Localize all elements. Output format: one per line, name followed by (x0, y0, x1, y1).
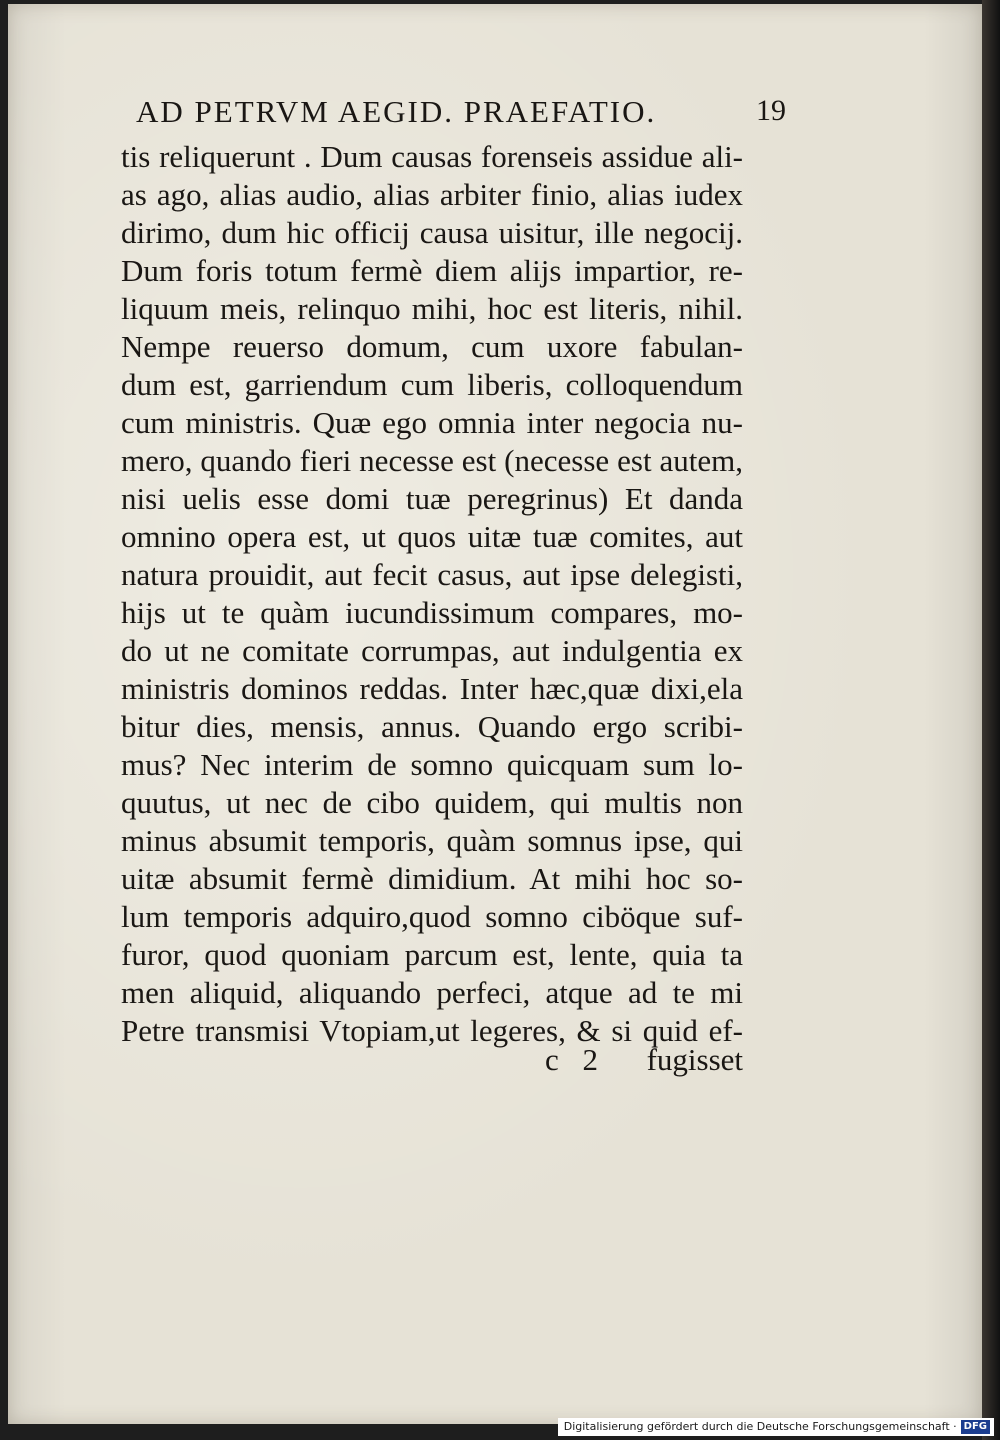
running-head (136, 94, 786, 134)
running-head-title: AD PETRVM AEGID. PRAEFATIO. (136, 94, 657, 129)
text-line: Petre transmisi Vtopiam,ut legeres, & si quid ef- (121, 1013, 743, 1048)
body-text (121, 138, 743, 1050)
text-line: mero, quando fieri necesse est (necesse est autem, (121, 443, 743, 478)
text-line: liquum meis, relinquo mihi, hoc est literis, nihil. (121, 291, 743, 326)
text-line: Nempe reuerso domum, cum uxore fabulan- (121, 329, 743, 364)
text-line: uitæ absumit fermè dimidium. At mihi hoc so- (121, 861, 743, 896)
text-line: Dum foris totum fermè diem alijs impartior, re- (121, 253, 743, 288)
catchword: fugisset (646, 1042, 743, 1077)
text-line: cum ministris. Quæ ego omnia inter negocia nu- (121, 405, 743, 440)
digitization-credit (558, 1418, 994, 1436)
text-line: mus? Nec interim de somno quicquam sum lo- (121, 747, 743, 782)
text-line: dirimo, dum hic officij causa uisitur, ille negocij. (121, 215, 743, 250)
text-line: dum est, garriendum cum liberis, colloquendum (121, 367, 743, 402)
text-line: furor, quod quoniam parcum est, lente, quia ta (121, 937, 743, 972)
text-line: hijs ut te quàm iucundissimum compares, mo- (121, 595, 743, 630)
text-line: nisi uelis esse domi tuæ peregrinus) Et danda (121, 481, 743, 516)
credit-text: Digitalisierung gefördert durch die Deutsche Forschungsgemeinschaft · (563, 1420, 957, 1433)
text-line: omnino opera est, ut quos uitæ tuæ comites, aut (121, 519, 743, 554)
page-number: 19 (756, 94, 786, 127)
text-line: bitur dies, mensis, annus. Quando ergo scribi- (121, 709, 743, 744)
text-line: quutus, ut nec de cibo quidem, qui multis non (121, 785, 743, 820)
text-line: do ut ne comitate corrumpas, aut indulgentia ex (121, 633, 743, 668)
text-line: tis reliquerunt . Dum causas forenseis assidue ali- (121, 139, 743, 174)
text-line: ministris dominos reddas. Inter hæc,quæ dixi,ela (121, 671, 743, 706)
text-line: as ago, alias audio, alias arbiter finio, alias iudex (121, 177, 743, 212)
text-line: men aliquid, aliquando perfeci, atque ad te mi (121, 975, 743, 1010)
text-line: minus absumit temporis, quàm somnus ipse, qui (121, 823, 743, 858)
signature-line (121, 1042, 743, 1082)
dfg-logo-icon: DFG (961, 1420, 990, 1434)
text-line: lum temporis adquiro,quod somno ciböque suf- (121, 899, 743, 934)
text-line: natura prouidit, aut fecit casus, aut ipse delegisti, (121, 557, 743, 592)
signature-mark: c 2 (545, 1042, 607, 1077)
page-edge-shadow (982, 0, 1000, 1440)
book-page (8, 4, 982, 1424)
